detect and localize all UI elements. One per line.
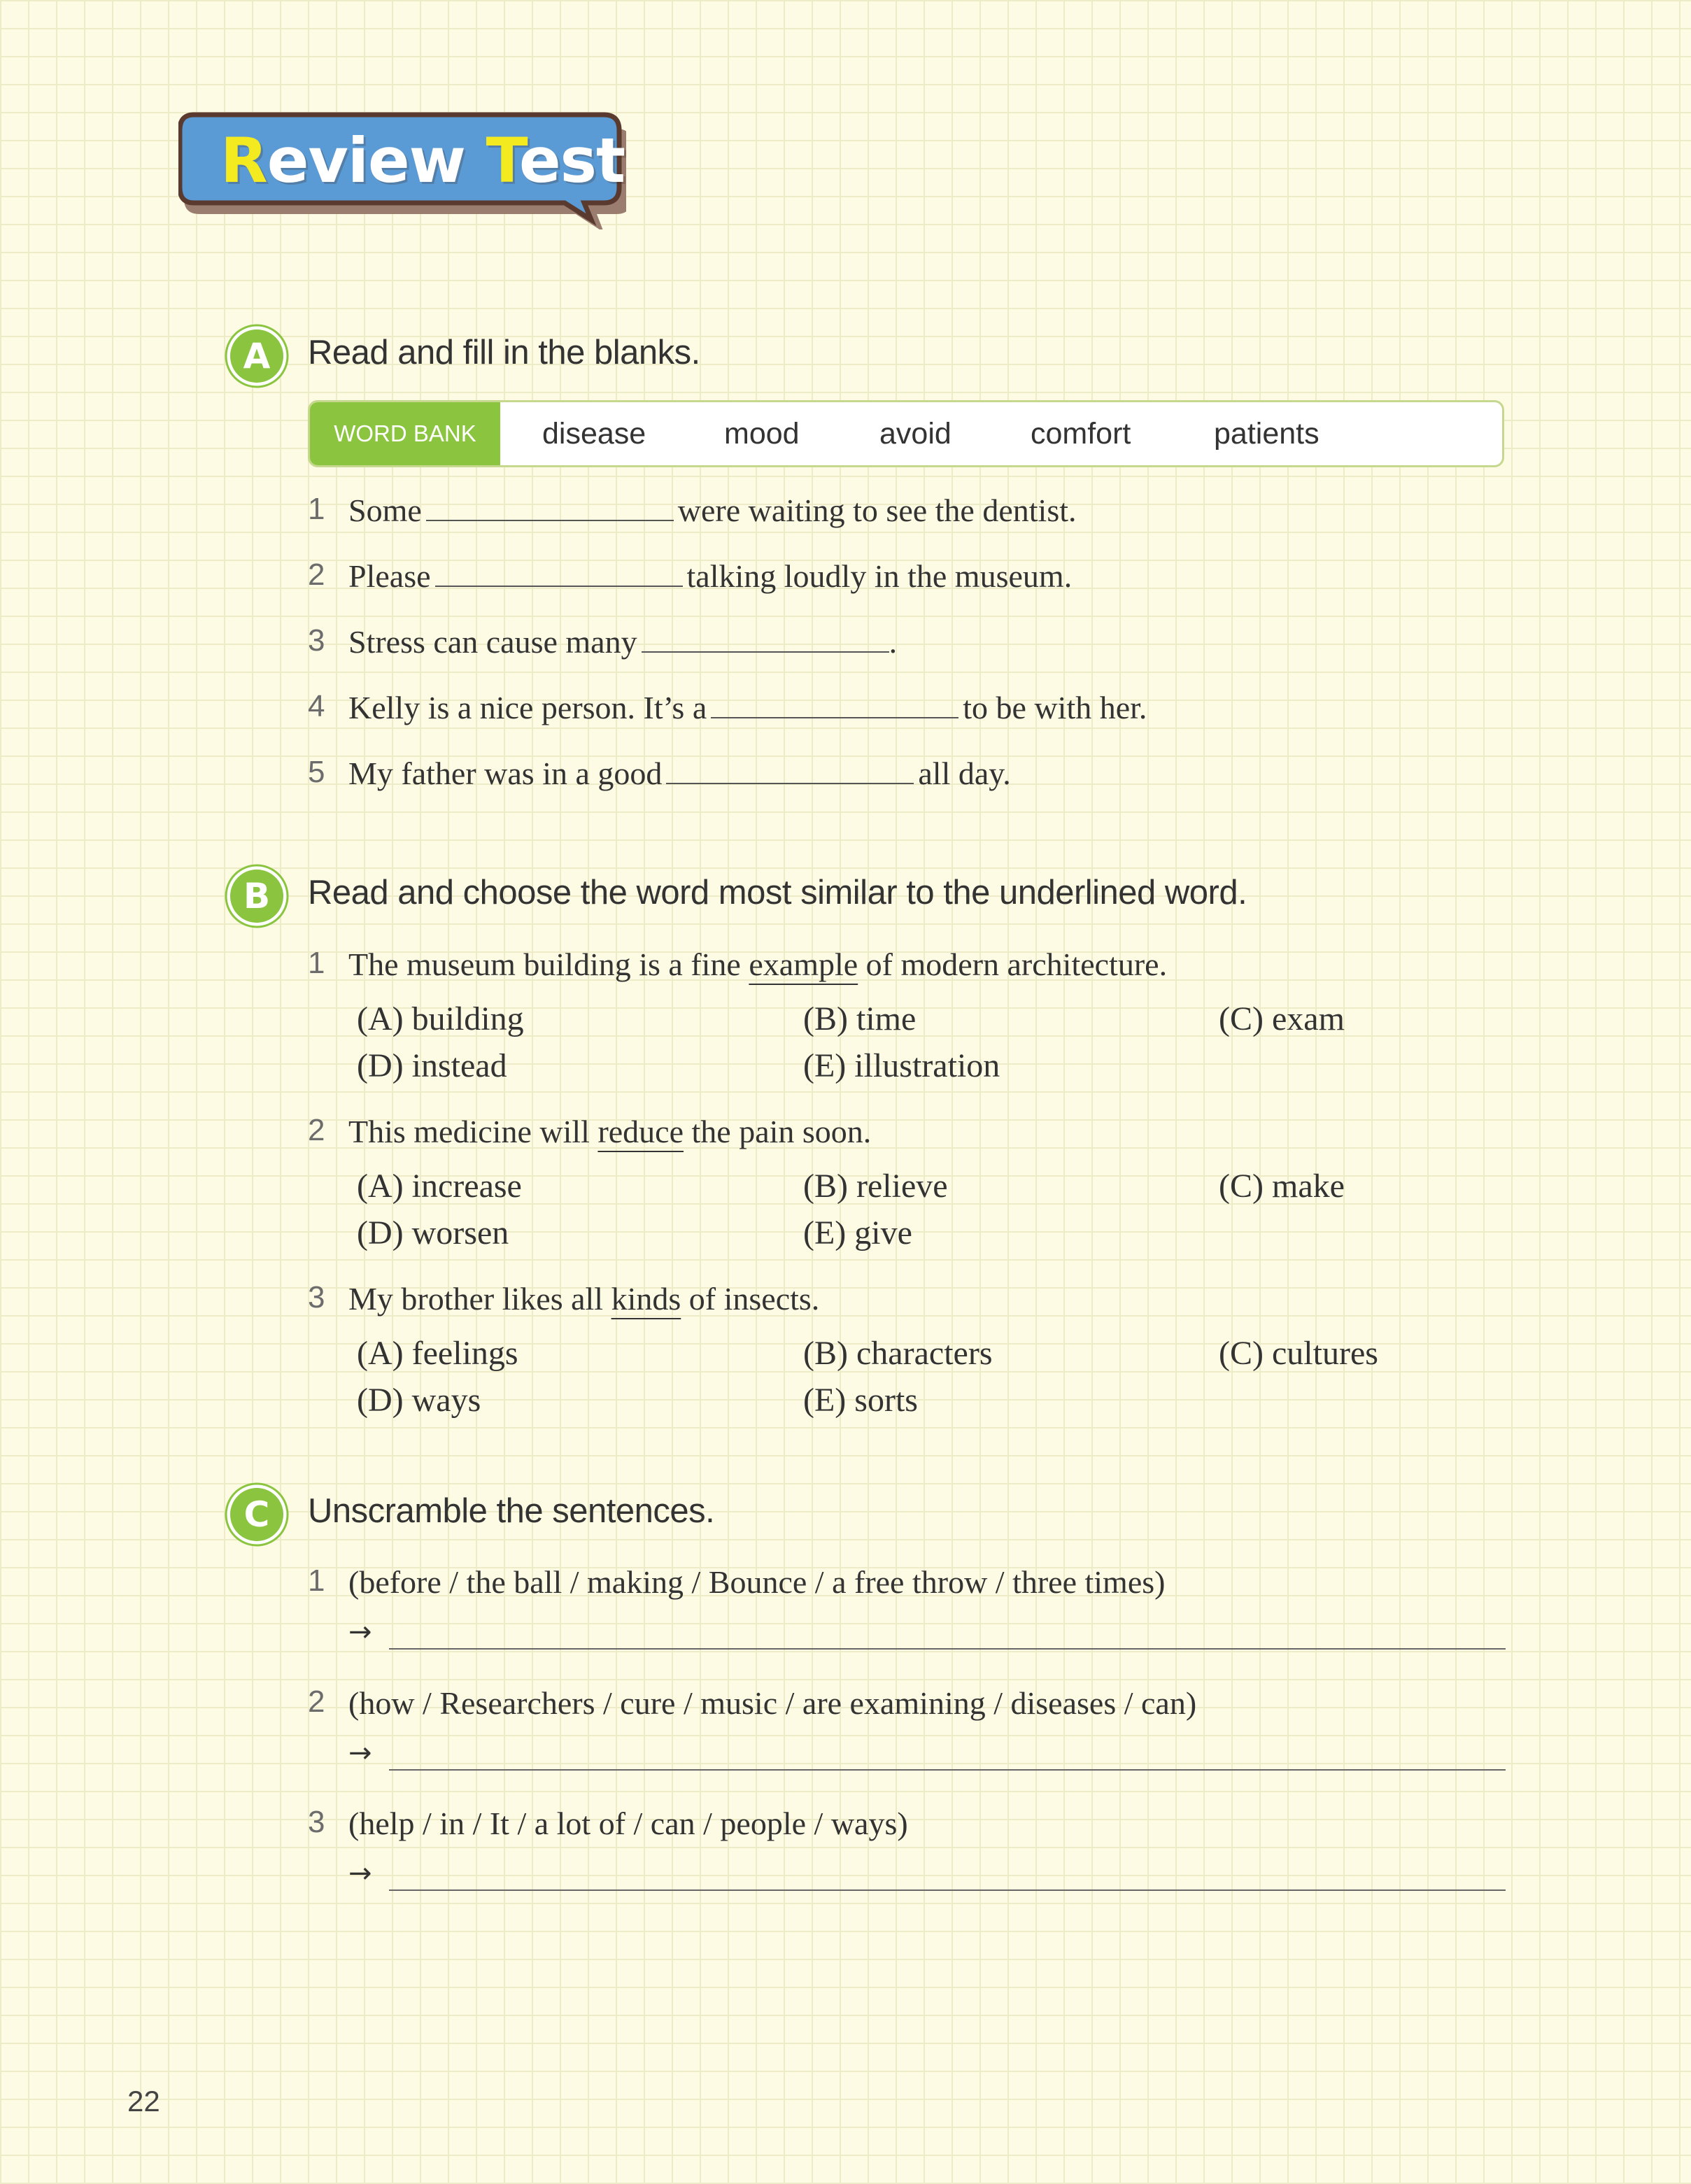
answer-blank[interactable] <box>642 623 889 653</box>
choice-option[interactable]: (C) make <box>1219 1168 1345 1205</box>
question-sentence: The museum building is a fine example of modern architecture. <box>348 946 1168 982</box>
choice-option[interactable]: (B) time <box>803 1000 917 1037</box>
choice-option[interactable]: (D) worsen <box>357 1214 509 1251</box>
scrambled-words: (help / in / It / a lot of / can / people / ways) <box>348 1806 908 1841</box>
underlined-word: reduce <box>597 1114 684 1149</box>
fill-blank-item: Some were waiting to see the dentist. <box>348 492 1077 528</box>
arrow-icon: → <box>348 1737 372 1769</box>
item-number: 1 <box>308 1563 325 1598</box>
item-number: 2 <box>308 1685 325 1719</box>
question-sentence: This medicine will reduce the pain soon. <box>348 1114 872 1149</box>
item-number: 1 <box>308 946 325 980</box>
answer-blank[interactable] <box>426 492 674 521</box>
fill-blank-item: Kelly is a nice person. It’s a to be with her. <box>348 690 1147 725</box>
scrambled-words: (before / the ball / making / Bounce / a free throw / three times) <box>348 1564 1166 1600</box>
answer-line[interactable] <box>389 1889 1506 1891</box>
section-b-title: Read and choose the word most similar to the underlined word. <box>308 874 1247 912</box>
underlined-word: example <box>749 946 858 982</box>
choice-option[interactable]: (A) feelings <box>357 1335 518 1372</box>
review-test-title-badge <box>178 111 626 229</box>
svg-text:A: A <box>243 336 271 376</box>
question-sentence: My brother likes all kinds of insects. <box>348 1281 820 1317</box>
word-bank-word: comfort <box>1031 417 1131 451</box>
underlined-word: kinds <box>611 1281 681 1317</box>
fill-blank-item: My father was in a good all day. <box>348 756 1011 791</box>
word-bank-word: disease <box>542 417 646 451</box>
answer-line[interactable] <box>389 1769 1506 1771</box>
choice-option[interactable]: (E) illustration <box>803 1047 1000 1084</box>
word-bank-word: avoid <box>879 417 951 451</box>
word-bank-label: WORD BANK <box>310 402 500 465</box>
arrow-icon: → <box>348 1857 372 1889</box>
fill-blank-item: Please talking loudly in the museum. <box>348 558 1073 594</box>
choice-option[interactable]: (A) increase <box>357 1168 522 1205</box>
choice-option[interactable]: (D) ways <box>357 1382 481 1419</box>
section-c-title: Unscramble the sentences. <box>308 1492 715 1530</box>
scrambled-words: (how / Researchers / cure / music / are examining / diseases / can) <box>348 1685 1197 1721</box>
word-bank <box>308 400 1504 467</box>
svg-text:B: B <box>243 876 271 916</box>
choice-option[interactable]: (C) exam <box>1219 1000 1345 1037</box>
page-number: 22 <box>127 2085 160 2118</box>
page-title: Review Test <box>220 125 625 197</box>
answer-line[interactable] <box>389 1648 1506 1650</box>
item-number: 3 <box>308 1805 325 1839</box>
choice-option[interactable]: (B) relieve <box>803 1168 948 1205</box>
word-bank-word: mood <box>724 417 800 451</box>
item-number: 1 <box>308 492 325 526</box>
section-c-badge <box>224 1482 290 1547</box>
answer-blank[interactable] <box>435 558 683 587</box>
choice-option[interactable]: (E) sorts <box>803 1382 918 1419</box>
answer-blank[interactable] <box>666 755 914 784</box>
svg-text:C: C <box>243 1494 270 1535</box>
item-number: 5 <box>308 755 325 789</box>
fill-blank-item: Stress can cause many . <box>348 624 898 660</box>
choice-option[interactable]: (C) cultures <box>1219 1335 1378 1372</box>
section-a-badge <box>224 323 290 389</box>
section-a-title: Read and fill in the blanks. <box>308 334 700 371</box>
item-number: 4 <box>308 689 325 723</box>
choice-option[interactable]: (A) building <box>357 1000 524 1037</box>
item-number: 3 <box>308 623 325 658</box>
choice-option[interactable]: (B) characters <box>803 1335 993 1372</box>
answer-blank[interactable] <box>711 689 958 718</box>
section-b-badge <box>224 863 290 929</box>
item-number: 2 <box>308 558 325 592</box>
choice-option[interactable]: (E) give <box>803 1214 912 1251</box>
item-number: 2 <box>308 1113 325 1147</box>
arrow-icon: → <box>348 1616 372 1648</box>
item-number: 3 <box>308 1280 325 1314</box>
word-bank-word: patients <box>1214 417 1319 451</box>
choice-option[interactable]: (D) instead <box>357 1047 507 1084</box>
